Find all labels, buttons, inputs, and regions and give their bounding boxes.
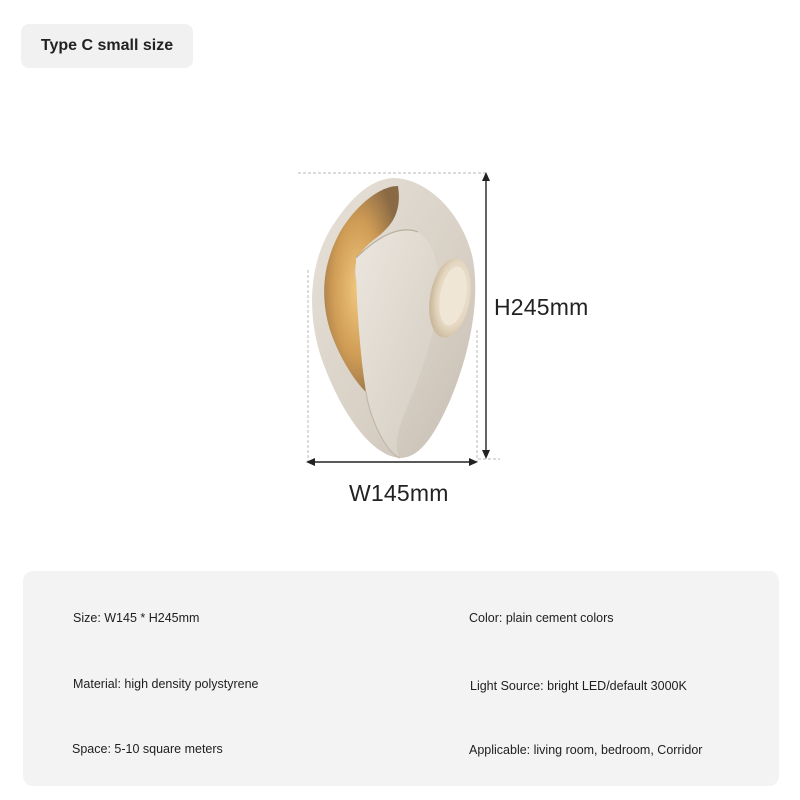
width-arrow — [306, 458, 478, 466]
spec-applicable: Applicable: living room, bedroom, Corridor — [469, 743, 703, 757]
spec-light-source: Light Source: bright LED/default 3000K — [470, 679, 687, 693]
spec-material: Material: high density polystyrene — [73, 677, 259, 691]
spec-size: Size: W145 * H245mm — [73, 611, 200, 625]
lamp-body — [312, 178, 477, 458]
spec-space: Space: 5-10 square meters — [72, 742, 223, 756]
specs-panel — [23, 571, 779, 786]
height-dimension-label: H245mm — [494, 294, 589, 320]
height-arrow — [482, 172, 490, 459]
spec-color: Color: plain cement colors — [469, 611, 614, 625]
width-dimension-label: W145mm — [349, 480, 449, 506]
type-tag-label: Type C small size — [40, 37, 174, 54]
